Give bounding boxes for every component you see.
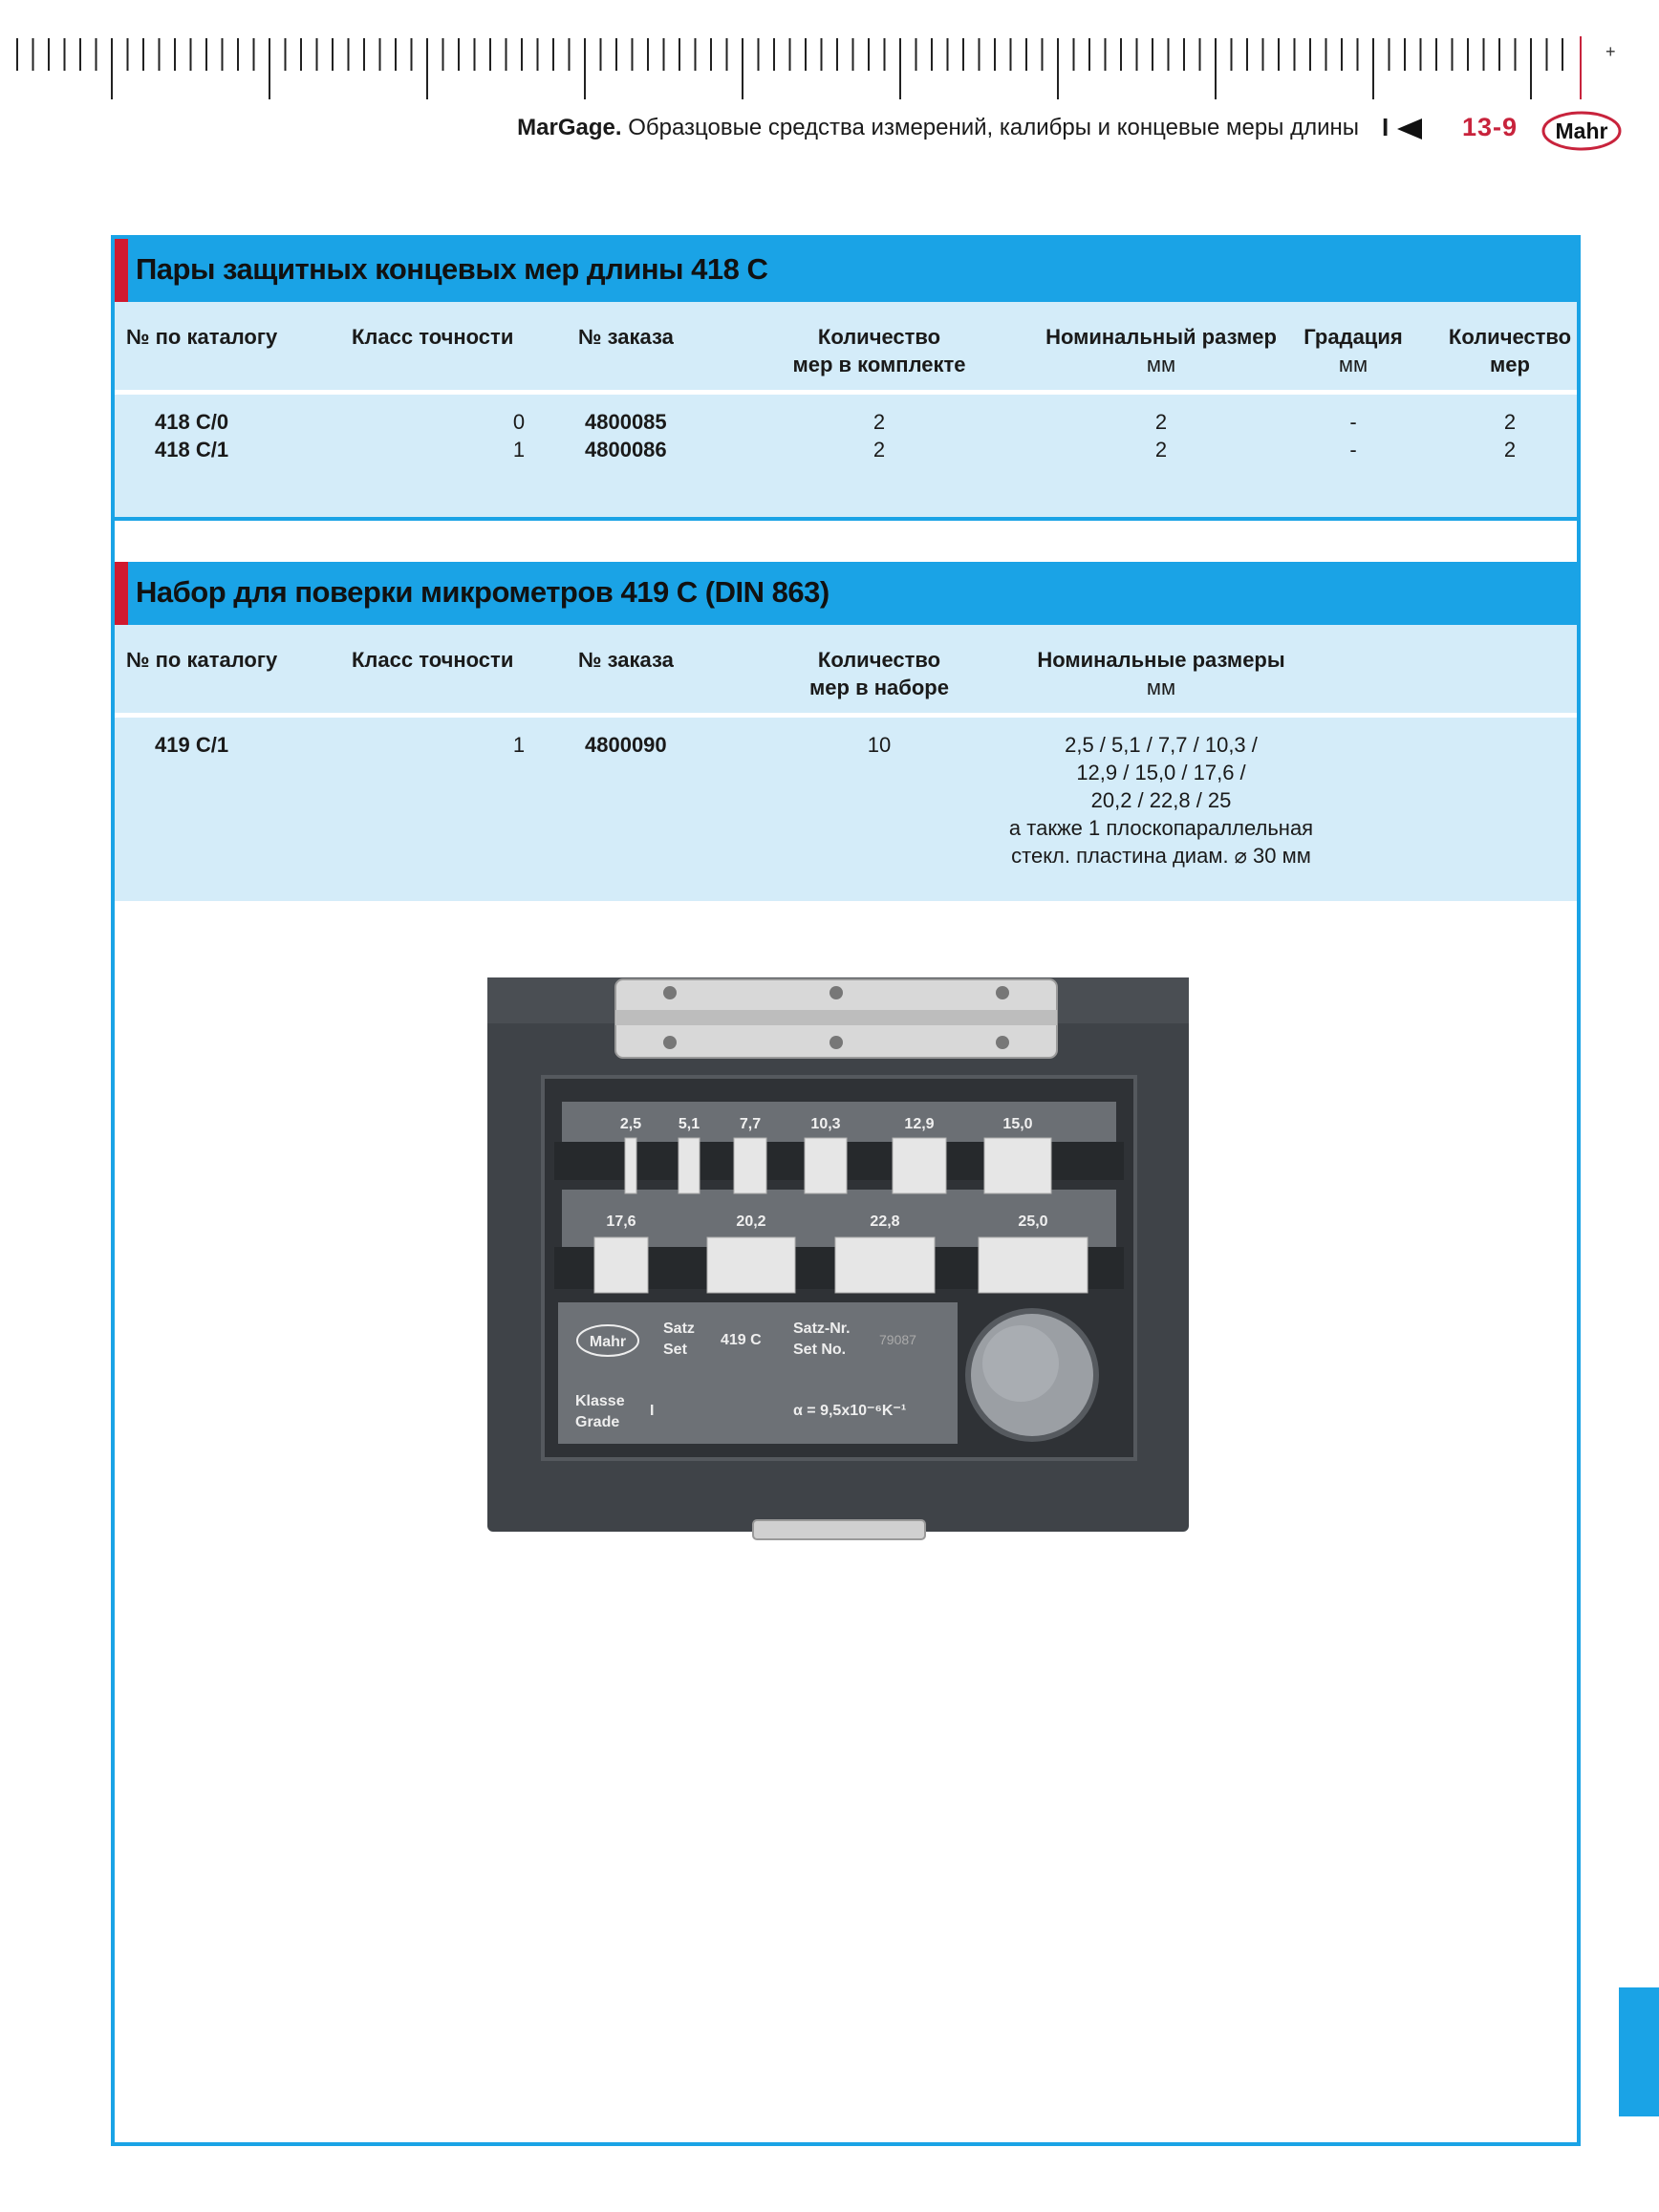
col-count-line1: Количество [1448,325,1572,349]
cell-value: 1 [512,438,526,462]
gauge-block [893,1138,946,1193]
cell-order [585,408,667,463]
chapter-side-tab [1619,1987,1659,2116]
registration-mark: + [1605,42,1616,61]
col-qty-line1: Количество [817,648,941,672]
cell-value: 2 [1503,438,1517,462]
col-grad-line2: мм [1338,353,1368,376]
section-title-bar [115,239,1577,302]
gauge-block-label: 10,3 [810,1116,841,1132]
col-qty-line2: мер в наборе [809,676,949,699]
gauge-block [979,1237,1088,1293]
cell-accuracy: 1 [512,733,526,757]
col-catalog: № по каталогу [126,648,278,672]
cell-value: 4800085 [585,410,667,434]
gauge-block [984,1138,1051,1193]
table-header [115,625,1577,718]
col-order: № заказа [578,648,674,672]
table-body [115,395,1577,518]
gauge-block-label: 25,0 [1018,1213,1048,1230]
col-gradation [1286,323,1420,378]
gauge-block [835,1237,935,1293]
cell-value: 2 [873,410,886,434]
cell-nominal [994,731,1328,870]
section-title-bar [115,562,1577,625]
plate-logo: Mahr [589,1334,627,1350]
col-nominal [1013,323,1309,378]
cell-order: 4800090 [585,733,667,757]
gauge-block-label: 20,2 [736,1213,766,1230]
gauge-block [707,1237,795,1293]
col-catalog: № по каталогу [126,325,278,349]
gauge-block [734,1138,766,1193]
mahr-logo [1540,109,1623,153]
table-row: 418 C/1 [155,438,229,462]
gauge-block-label: 22,8 [870,1213,900,1230]
title-accent [115,562,128,625]
nominal-line: а также 1 плоскопараллельная [1008,816,1314,840]
table-row: 418 C/0 [155,410,229,434]
col-nominal-line1: Номинальные размеры [1037,648,1285,672]
plate-satz: Satz [663,1321,695,1337]
col-accuracy: Класс точности [352,648,514,672]
section-divider [111,517,1581,521]
running-header [517,115,1359,141]
back-arrow-icon [1393,115,1439,143]
nominal-line: 2,5 / 5,1 / 7,7 / 10,3 / [1065,733,1258,757]
ruler-scale [0,0,1659,115]
plate-model: 419 C [721,1332,762,1348]
nominal-line: стекл. пластина диам. ⌀ 30 мм [1011,844,1311,868]
page-number: 13-9 [1462,113,1519,141]
header-subtitle: Образцовые средства измерений, калибры и концевые меры длины [628,115,1359,140]
cell-value: 4800086 [585,438,667,462]
col-qty-line1: Количество [817,325,941,349]
cell-catalog: 419 C/1 [155,733,229,757]
nominal-line: 20,2 / 22,8 / 25 [1090,788,1232,812]
gauge-block [679,1138,700,1193]
plate-set-no: Set No. [793,1342,847,1358]
col-nominal-line1: Номинальный размер [1045,325,1277,349]
col-qty-line2: мер в комплекте [792,353,966,376]
plate-set: Set [663,1342,687,1358]
table-header [115,302,1577,395]
col-order: № заказа [578,325,674,349]
col-qty [765,323,994,378]
gauge-block-label: 12,9 [904,1116,935,1132]
title-accent [115,239,128,302]
product-photo-419c-case [485,977,1191,1541]
cell-gradation [1286,408,1420,463]
svg-text:Mahr: Mahr [1555,118,1608,143]
plate-grade-value: I [650,1403,655,1419]
col-grad-line1: Градация [1304,325,1403,349]
col-accuracy: Класс точности [352,325,514,349]
section-title: Пары защитных концевых мер длины 418 C [136,252,768,286]
cell-value: - [1349,410,1357,434]
gauge-block-label: 5,1 [678,1116,700,1132]
cell-catalog [155,408,228,463]
gauge-block-label: 15,0 [1002,1116,1033,1132]
cell-nominal [1013,408,1309,463]
col-qty [765,646,994,701]
col-nominal [994,646,1328,701]
cell-value: 2 [1154,438,1168,462]
cell-value: 2 [1154,410,1168,434]
col-count-line2: мер [1490,353,1530,376]
cell-value: 0 [512,410,526,434]
section-418c [115,239,1577,518]
nominal-line: 12,9 / 15,0 / 17,6 / [1076,761,1246,784]
plate-serial: 79087 [879,1332,916,1347]
plate-grade: Grade [575,1414,620,1430]
cell-qty [765,408,994,463]
cell-value: 2 [1503,410,1517,434]
plate-klasse: Klasse [575,1393,625,1409]
gauge-block-label: 2,5 [619,1116,642,1132]
cell-value: 2 [873,438,886,462]
gauge-block [625,1138,636,1193]
gauge-block [594,1237,648,1293]
cell-accuracy [485,408,552,463]
col-nominal-line2: мм [1146,353,1176,376]
col-count [1443,323,1577,378]
cell-count [1443,408,1577,463]
section-title: Набор для поверки микрометров 419 C (DIN 863) [136,575,830,609]
plate-satz-nr: Satz-Nr. [793,1321,851,1337]
cell-value: - [1349,438,1357,462]
cell-qty: 10 [867,733,892,757]
gauge-block-label: 17,6 [606,1213,636,1230]
table-body [115,718,1577,901]
header-marker: I [1382,113,1390,141]
plate-alpha: α = 9,5x10⁻⁶K⁻¹ [793,1403,907,1419]
gauge-block [805,1138,847,1193]
gauge-block-label: 7,7 [739,1116,762,1132]
col-nominal-line2: мм [1146,676,1176,699]
section-419c [115,562,1577,901]
brand-name: MarGage. [517,115,622,140]
